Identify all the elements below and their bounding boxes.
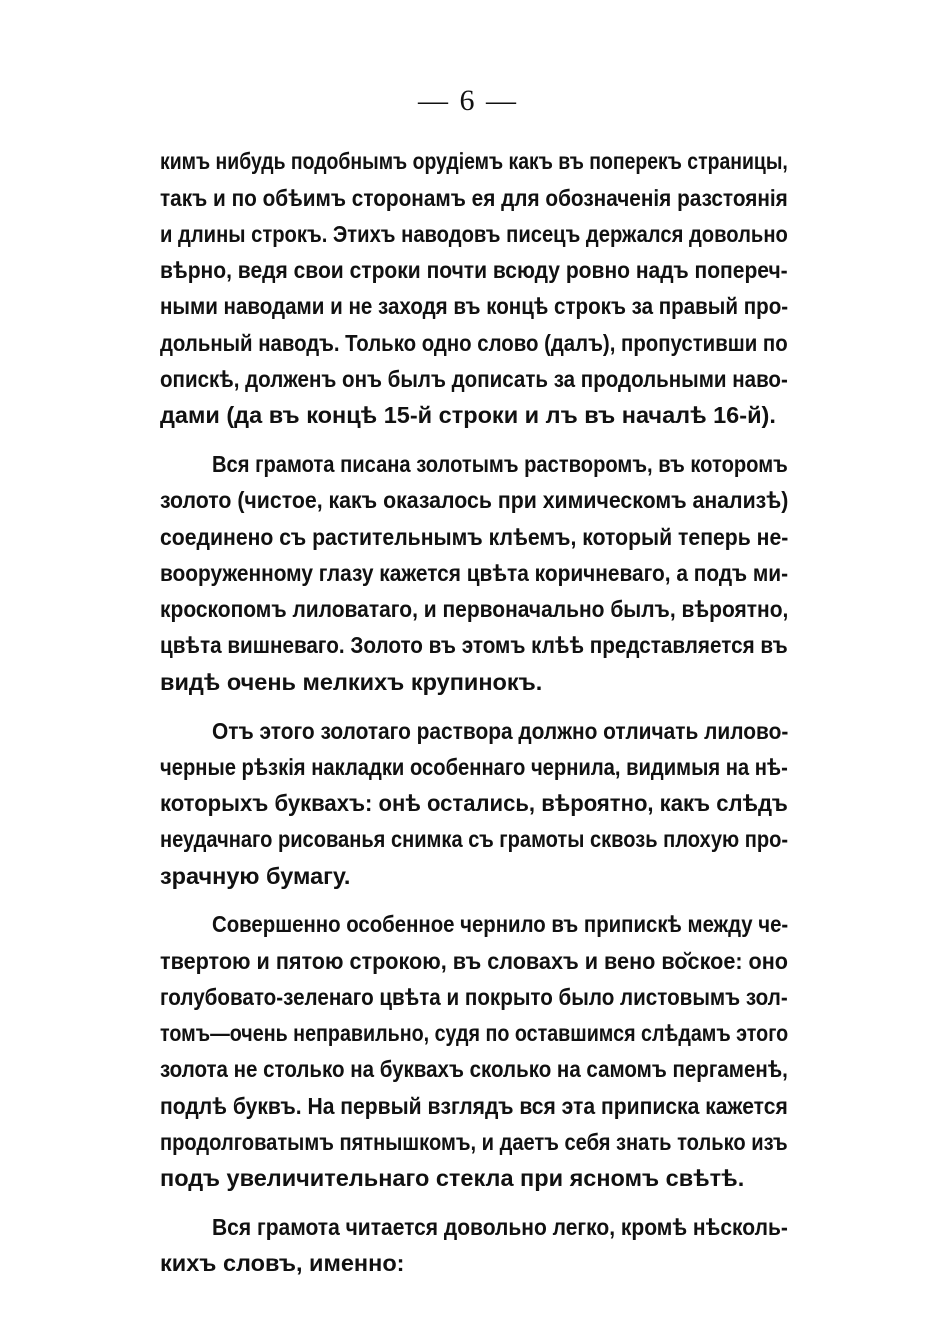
text-line: Отъ этого золотаго раствора должно отличать лилово- <box>212 718 789 744</box>
text-line: опискѣ, долженъ онъ былъ дописать за продольными наво- <box>160 366 788 392</box>
text-line: золото (чистое, какъ оказалось при химическомъ анализѣ) <box>160 487 789 513</box>
text-line: подъ увеличительнаго стекла при ясномъ свѣтѣ. <box>160 1165 745 1191</box>
text-line: зрачную бумагу. <box>160 863 351 889</box>
text-line: такъ и по обѣимъ сторонамъ ея для обозначенія разстоянія <box>160 185 788 211</box>
text-line: дами (да въ концѣ 15-й строки и лъ въ началѣ 16-й). <box>160 402 776 428</box>
text-line: продолговатымъ пятнышкомъ, и даетъ себя знать только изъ <box>160 1129 788 1155</box>
text-line: которыхъ буквахъ: онѣ остались, вѣроятно, какъ слѣдъ <box>160 790 788 816</box>
text-line: и длины строкъ. Этихъ наводовъ писецъ держался довольно <box>160 221 788 247</box>
text-line: голубовато-зеленаго цвѣта и покрыто было листовымъ зол- <box>160 984 788 1010</box>
text-line: кихъ словъ, именно: <box>160 1250 405 1276</box>
text-line: видѣ очень мелкихъ крупинокъ. <box>160 669 543 695</box>
text-line: кимъ нибудь подобнымъ орудіемъ какъ въ поперекъ страницы, <box>160 148 788 174</box>
page-number: — 6 — <box>418 84 518 117</box>
text-line: золота не столько на буквахъ сколько на самомъ пергаменѣ, <box>160 1056 788 1082</box>
text-line: томъ—очень неправильно, судя по оставшимся слѣдамъ этого <box>160 1020 789 1046</box>
text-line: цвѣта вишневаго. Золото въ этомъ клѣѣ представляется въ <box>160 632 788 658</box>
text-line: ными наводами и не заходя въ концѣ строкъ за правый про- <box>160 293 789 319</box>
text-line: неудачнаго рисованья снимка съ грамоты сквозь плохую про- <box>160 826 789 852</box>
text-line: твертою и пятою строкою, въ словахъ и вено во̆ское: оно <box>160 948 789 974</box>
text-line: подлѣ буквъ. На первый взглядъ вся эта приписка кажется <box>160 1093 788 1119</box>
text-line: вѣрно, ведя свои строки почти всюду ровно надъ попереч- <box>160 257 788 283</box>
text-line: вооруженному глазу кажется цвѣта коричневаго, а подъ ми- <box>160 560 789 586</box>
text-line: Вся грамота читается довольно легко, кромѣ нѣсколь- <box>212 1214 788 1240</box>
text-line: черные рѣзкія накладки особеннаго чернила, видимыя на нѣ- <box>160 754 788 780</box>
text-line: Вся грамота писана золотымъ растворомъ, въ которомъ <box>212 451 788 477</box>
text-line: дольный наводъ. Только одно слово (далъ), пропустивши по <box>160 330 788 356</box>
text-line: Совершенно особенное чернило въ припискѣ между че- <box>212 911 789 937</box>
text-line: соединено съ растительнымъ клѣемъ, который теперь не- <box>160 524 789 550</box>
text-line: кроскопомъ лиловатаго, и первоначально былъ, вѣроятно, <box>160 596 789 622</box>
